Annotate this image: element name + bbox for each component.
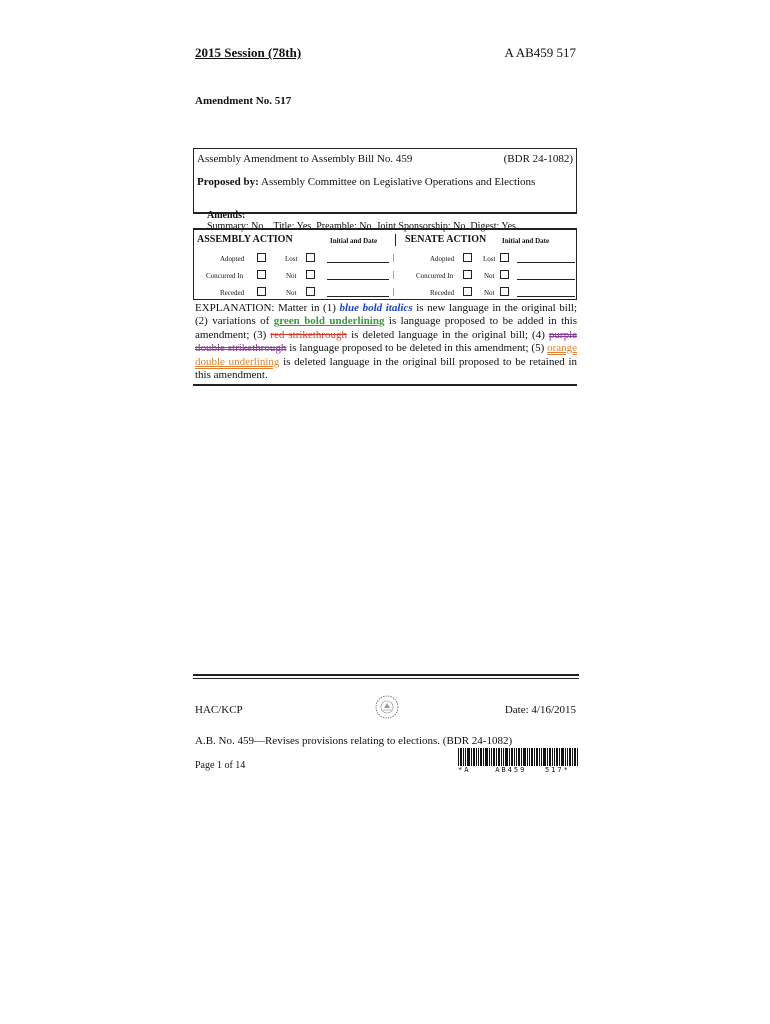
session-heading: 2015 Session (78th) (195, 45, 302, 60)
explanation-text (195, 302, 577, 382)
senate-initial-line (517, 296, 575, 297)
bdr-number: (BDR 24-1082) (503, 153, 573, 165)
amends-label: Amends: (207, 210, 246, 221)
proposed-by (197, 176, 535, 188)
assembly-initial-line (327, 296, 389, 297)
row-separator: | (393, 270, 395, 279)
proposed-by-label: Proposed by: (197, 176, 259, 188)
senate-initial-date: Initial and Date (502, 237, 550, 245)
senate-adopted-label: Adopted (430, 255, 455, 263)
assembly-lost-checkbox[interactable] (306, 253, 315, 262)
row-separator: | (393, 253, 395, 262)
assembly-adopted-label: Adopted (220, 255, 245, 263)
assembly-initial-line (327, 262, 389, 263)
assembly-lost-label: Lost (285, 255, 298, 263)
orange-double-underline-sample: orange double underlining (195, 342, 577, 368)
assembly-initial-line (327, 279, 389, 280)
initials: HAC/KCP (195, 704, 243, 716)
explanation-part: is new language in the original bill; (2) variations of (195, 302, 577, 328)
explanation-part: is deleted language in the original bill; (4) (347, 328, 549, 341)
bill-description: A.B. No. 459—Revises provisions relating to elections. (BDR 24-1082) (195, 735, 513, 747)
red-strikethrough-sample: red strikethrough (270, 328, 348, 341)
senate-initial-line (517, 262, 575, 263)
senate-lost-label: Lost (483, 255, 496, 263)
senate-receded-checkbox[interactable] (463, 287, 472, 296)
amendment-info-box (193, 148, 577, 232)
senate-initial-line (517, 279, 575, 280)
action-box (193, 228, 577, 300)
blue-bold-italics-sample: blue bold italics (339, 302, 413, 314)
assembly-action-heading: ASSEMBLY ACTION (197, 234, 293, 245)
bill-code: A AB459 517 (504, 45, 576, 60)
assembly-not-label-2: Not (286, 289, 297, 297)
assembly-concurred-label: Concurred In (206, 272, 244, 280)
assembly-not-label: Not (286, 272, 297, 280)
senate-concurred-label: Concurred In (416, 272, 454, 280)
senate-lost-checkbox[interactable] (500, 253, 509, 262)
senate-adopted-checkbox[interactable] (463, 253, 472, 262)
explanation-part: EXPLANATION: Matter in (1) (195, 302, 340, 314)
senate-receded-label: Receded (430, 289, 455, 297)
purple-double-strikethrough-sample: purple double strikethrough (195, 328, 578, 355)
amendment-date: Date: 4/16/2015 (504, 704, 576, 716)
assembly-receded-checkbox[interactable] (257, 287, 266, 296)
senate-concurred-checkbox[interactable] (463, 270, 472, 279)
senate-action-heading: SENATE ACTION (405, 234, 487, 245)
assembly-not-checkbox[interactable] (306, 270, 315, 279)
barcode-text: *A AB459 517* (458, 766, 570, 774)
state-seal-icon (374, 694, 400, 720)
explanation-part: is language proposed to be added in this amendment; (3) (195, 315, 577, 341)
assembly-concurred-checkbox[interactable] (257, 270, 266, 279)
green-bold-underline-sample: green bold underlining (273, 315, 385, 328)
page-number: Page 1 of 14 (195, 760, 246, 771)
row-separator: | (393, 287, 395, 296)
proposed-by-value: Assembly Committee on Legislative Operations and Elections (261, 176, 536, 188)
amendment-title: Assembly Amendment to Assembly Bill No. 459 (197, 153, 413, 165)
assembly-initial-date: Initial and Date (330, 237, 378, 245)
footer-divider-thin (193, 678, 579, 679)
senate-not-checkbox-2[interactable] (500, 287, 509, 296)
senate-not-label-2: Not (484, 289, 495, 297)
footer-divider (193, 674, 579, 676)
senate-not-checkbox[interactable] (500, 270, 509, 279)
action-divider (395, 234, 396, 246)
amends-value: Summary: No Title: Yes Preamble: No Joint Sponsorship: No Digest: Yes (207, 221, 516, 232)
explanation-part: is deleted language in the original bill proposed to be retained in this amendment. (195, 355, 578, 382)
assembly-receded-label: Receded (220, 289, 245, 297)
explanation-part: is language proposed to be deleted in this amendment; (5) (286, 342, 548, 355)
senate-not-label: Not (484, 272, 495, 280)
assembly-not-checkbox-2[interactable] (306, 287, 315, 296)
barcode-icon (458, 748, 578, 766)
assembly-adopted-checkbox[interactable] (257, 253, 266, 262)
amendment-number: Amendment No. 517 (195, 95, 292, 107)
explanation-divider (193, 384, 577, 386)
